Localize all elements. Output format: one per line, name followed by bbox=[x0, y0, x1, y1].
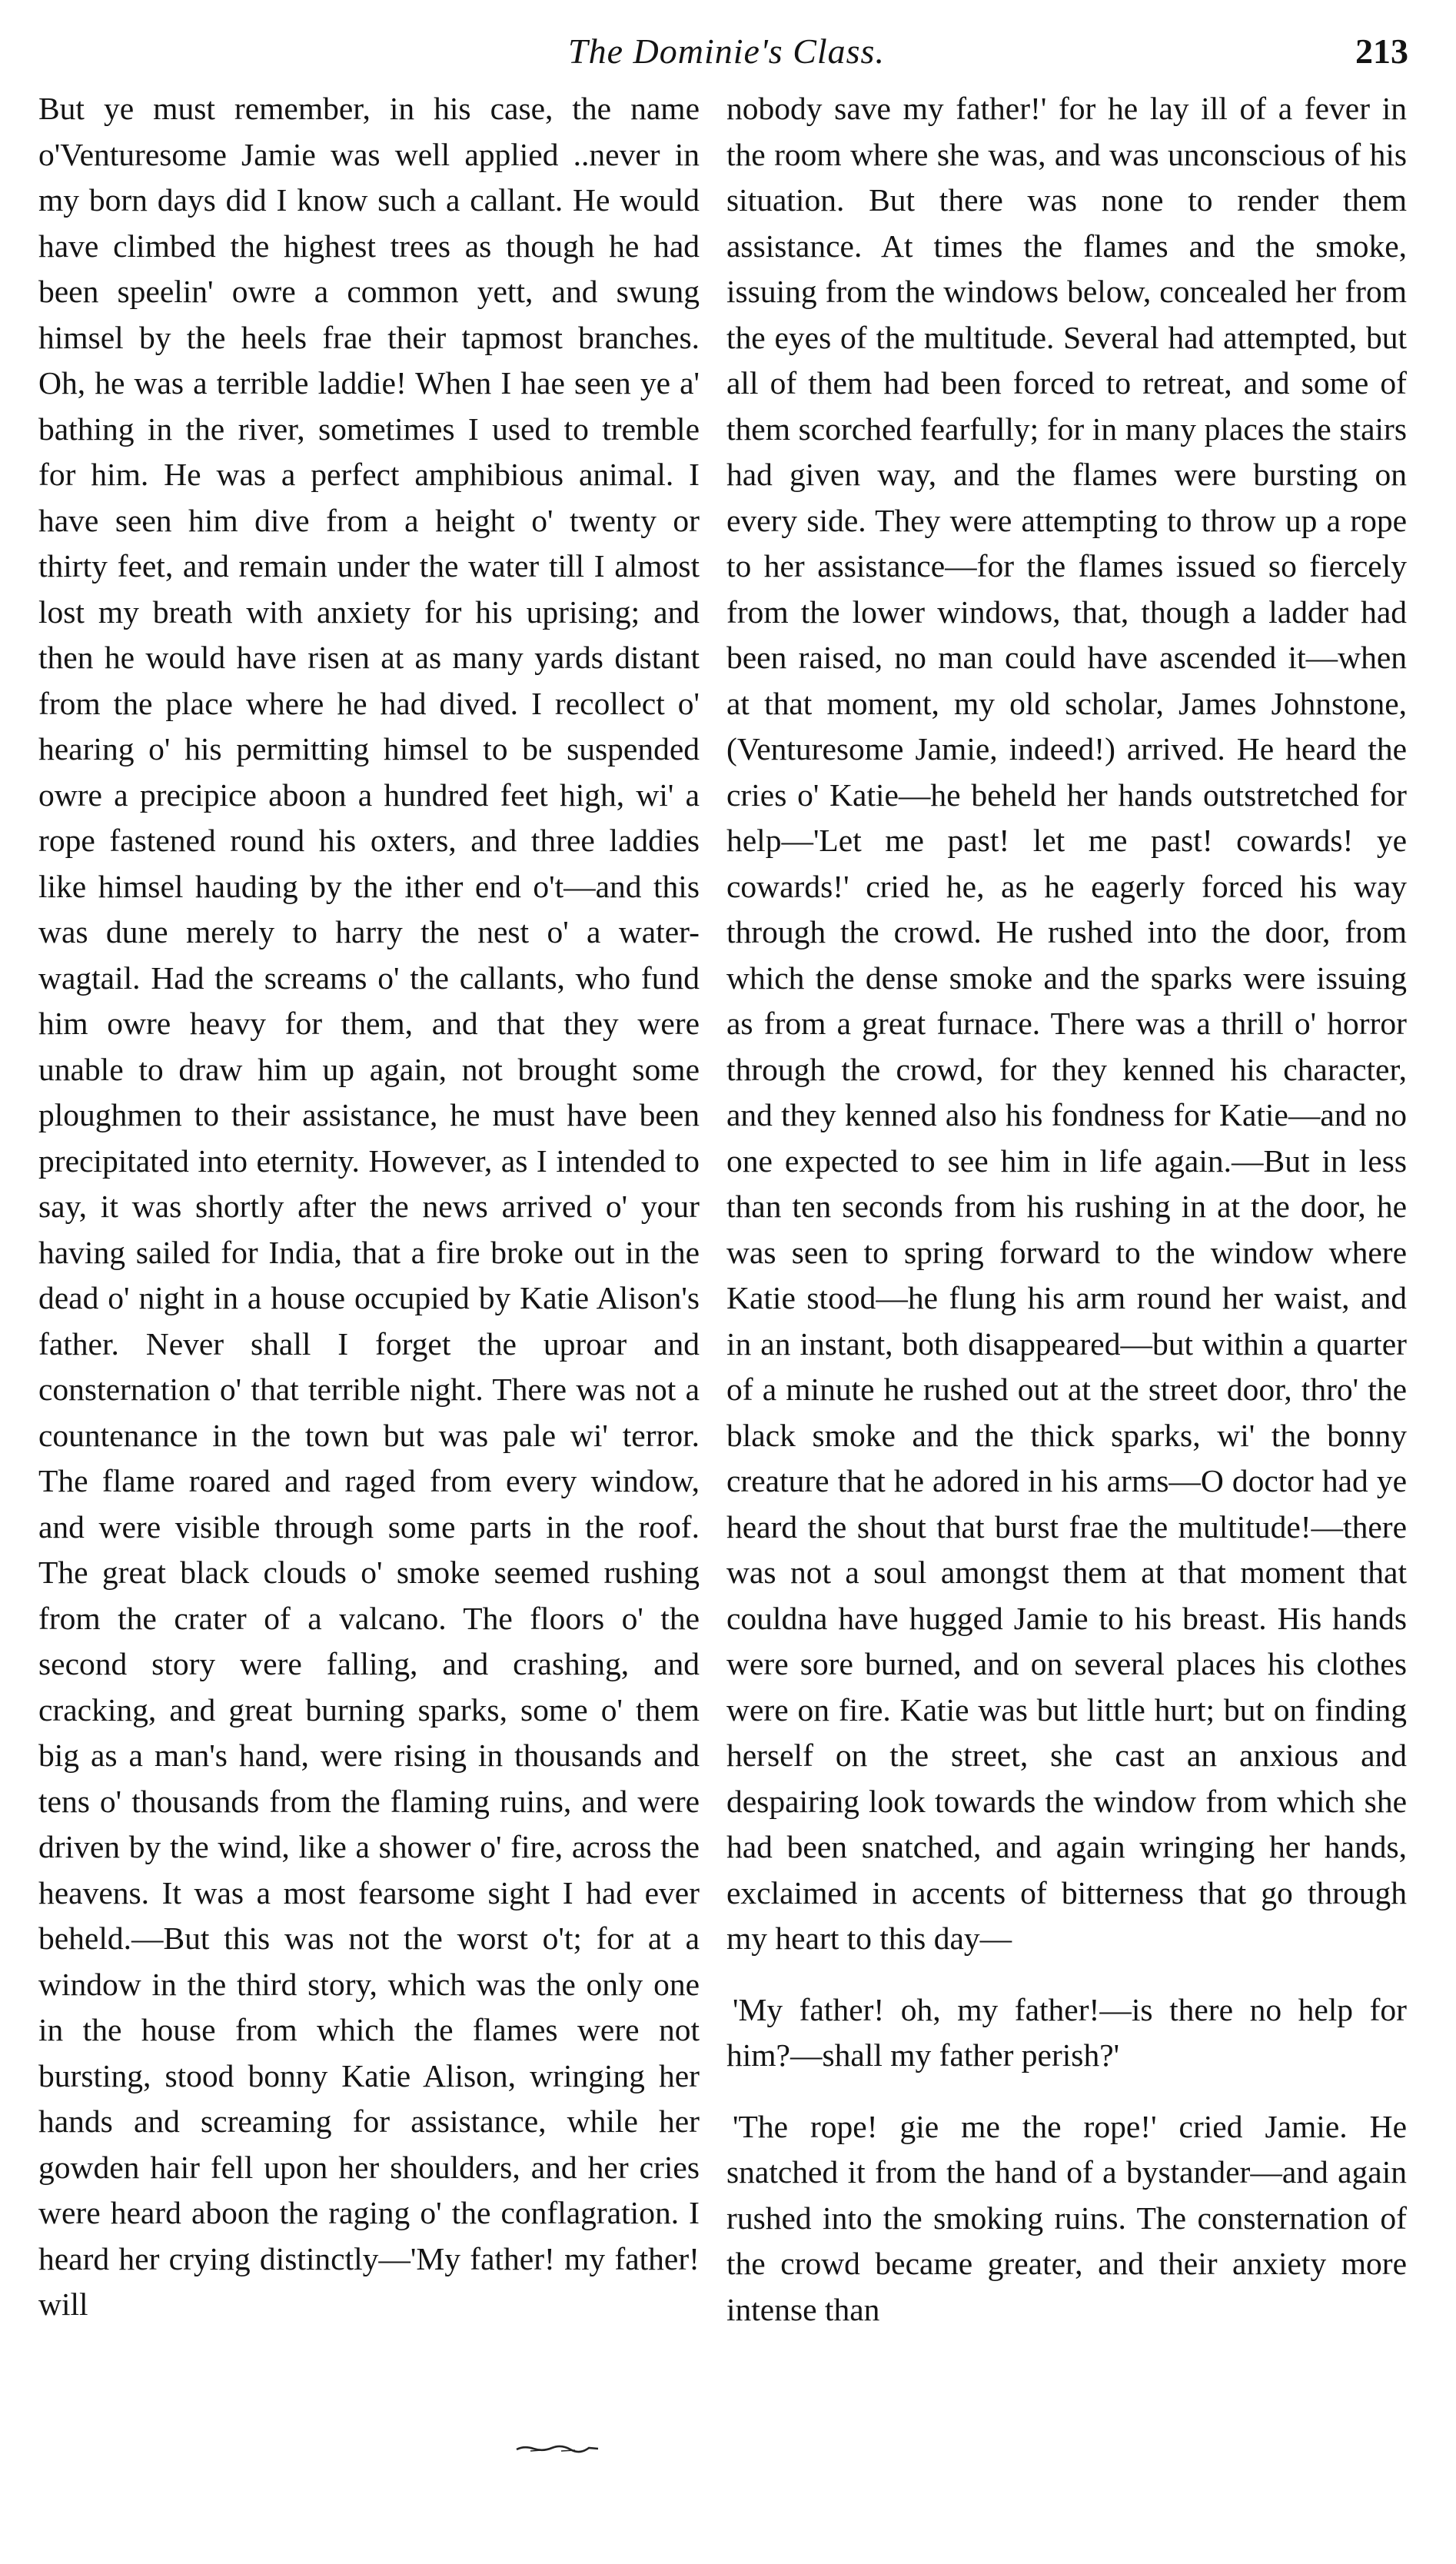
running-head bbox=[31, 31, 1422, 92]
paragraph: 'My father! oh, my father!—is there no help for him?—shall my father perish?' bbox=[726, 1991, 1407, 2073]
running-title: The Dominie's Class. bbox=[568, 32, 885, 71]
left-column bbox=[38, 86, 700, 2328]
ornament-icon bbox=[515, 2443, 600, 2454]
paragraph: 'The rope! gie me the rope!' cried Jamie. He snatched it from the hand of a bystander—and again rushed into the smoking ruins. The consternation of the crowd became greater, and their anxiety more intense than bbox=[726, 2108, 1407, 2327]
page-number: 213 bbox=[1355, 32, 1408, 71]
paragraph: But ye must remember, in his case, the name o'Venturesome Jamie was well applied ..never in my born days did I know such a callant. He would have climbed the highest trees as though he had been speelin' owre a common yett, and swung himsel by the heels frae their tapmost branches. Oh, he was a terrible laddie! When I hae seen ye a' bathing in the river, sometimes I used to tremble for him. He was a perfect amphibious animal. I have seen him dive from a height o' twenty or thirty feet, and remain under the water till I almost lost my breath with anxiety for his uprising; and then he would have risen at as many yards distant from the place where he had dived. I recollect o' hearing o' his permitting himsel to be suspended owre a precipice aboon a hundred feet high, wi' a rope fastened round his oxters, and three laddies like himsel hauding by the ither end o't—and this was dune merely to harry the nest o' a water-wagtail. Had the screams o' the callants, who fund him owre heavy for them, and that they were unable to draw him up again, not brought some ploughmen to their assistance, he must have been precipitated into eternity. However, as I intended to say, it was shortly after the news arrived o' your having sailed for India, that a fire broke out in the dead o' night in a house occupied by Katie Alison's father. Never shall I forget the uproar and consternation o' that terrible night. There was not a countenance in the town but was pale wi' terror. The flame roared and raged from every window, and were visible through some parts in the roof. The great black clouds o' smoke seemed rushing from the crater of a valcano. The floors o' the second story were falling, and crashing, and cracking, and great burning sparks, some o' them big as a man's hand, were rising in thousands and tens o' thousands from the flaming ruins, and were driven by the wind, like a shower o' fire, across the heavens. It was a most fearsome sight I had ever beheld.—But this was not the worst o't; for at a window in the third story, which was the only one in the house from which the flames were not bursting, stood bonny Katie Alison, wringing her hands and screaming for assistance, while her gowden hair fell upon her shoulders, and her cries were heard aboon the raging o' the conflagration. I heard her crying distinctly—'My father! my father! will bbox=[38, 91, 700, 2322]
right-column bbox=[726, 86, 1407, 2358]
paragraph: nobody save my father!' for he lay ill of a fever in the room where she was, and was unconscious of his situation. But there was none to render them assistance. At times the flames and the smoke, issuing from the windows below, concealed her from the eyes of the multitude. Several had attempted, but all of them had been forced to retreat, and some of them scorched fearfully; for in many places the stairs had given way, and the flames were bursting on every side. They were attempting to throw up a rope to her assistance—for the flames issued so fiercely from the lower windows, that, though a ladder had been raised, no man could have ascended it—when at that moment, my old scholar, James Johnstone, (Venturesome Jamie, indeed!) arrived. He heard the cries o' Katie—he beheld her hands outstretched for help—'Let me past! let me past! cowards! ye cowards!' cried he, as he eagerly forced his way through the crowd. He rushed into the door, from which the dense smoke and the sparks were issuing as from a great furnace. There was a thrill o' horror through the crowd, for they kenned his character, and they kenned also his fondness for Katie—and no one expected to see him in life again.—But in less than ten seconds from his rushing in at the door, he was seen to spring forward to the window where Katie stood—he flung his arm round her waist, and in an instant, both disappeared—but within a quarter of a minute he rushed out at the street door, thro' the black smoke and the thick sparks, wi' the bonny creature that he adored in his arms—O doctor had ye heard the shout that burst frae the multitude!—there was not a soul amongst them at that moment that couldna have hugged Jamie to his breast. His hands were sore burned, and on several places his clothes were on fire. Katie was but little hurt; but on finding herself on the street, she cast an anxious and despairing look towards the window from which she had been snatched, and again wringing her hands, exclaimed in accents of bitterness that go through my heart to this day— bbox=[726, 91, 1407, 1956]
